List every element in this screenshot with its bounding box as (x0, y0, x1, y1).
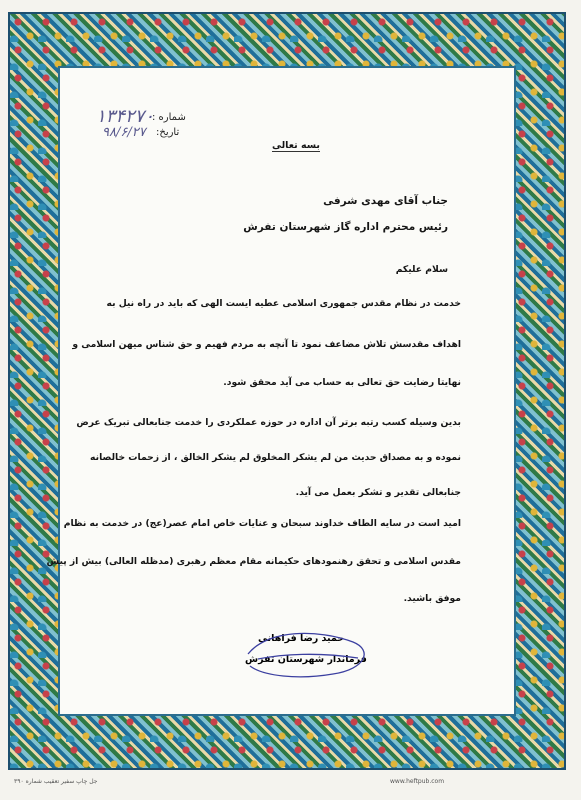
paragraph-line: نموده و به مصداق حدیث من لم یشکر المخلوق لم یشکر الخالق ، از زحمات خالصانه (90, 452, 461, 463)
letter-page (58, 66, 516, 716)
paragraph-line: جنابعالی تقدیر و تشکر بعمل می آید. (295, 487, 461, 498)
paragraph-line: خدمت در نظام مقدس جمهوری اسلامی عطیه ایست الهی که باید در راه نیل به (106, 298, 461, 309)
paragraph-line: نهایتا رضایت حق تعالی به حساب می آید محقق شود. (223, 377, 461, 388)
publisher-website: www.heftpub.com (390, 778, 445, 785)
paragraph-line: موفق باشید. (403, 593, 461, 604)
letter-title: بسه تعالی (272, 140, 320, 151)
print-code: جل چاپ سفیر تعقیب شماره ۳۹۰ (14, 778, 98, 785)
number-value: ۱۳۴۲۷۰ (96, 106, 155, 127)
paragraph-line: بدین وسیله کسب رتبه برتر آن اداره در حوزه عملکردی را خدمت جنابعالی تبریک عرض (76, 417, 461, 428)
handwritten-signature (238, 624, 378, 684)
recipient-name: جناب آقای مهدی شرفی (323, 195, 448, 207)
signatory-title: فرماندار شهرستان تفرش (245, 654, 367, 665)
date-value: ۹۸/۶/۲۷ (102, 125, 146, 140)
paragraph-line: اهداف مقدسش تلاش مضاعف نمود تا آنچه به مردم فهیم و حق شناس میهن اسلامی و (72, 339, 461, 350)
recipient-position: رئیس محترم اداره گاز شهرستان تفرش (243, 221, 448, 233)
date-label: تاریخ: (156, 127, 180, 138)
signatory-name: حمید رضا فراهانی (258, 633, 345, 644)
greeting: سلام علیکم (395, 264, 448, 275)
number-label: شماره : (152, 112, 186, 123)
paragraph-line: مقدس اسلامی و تحقق رهنمودهای حکیمانه مقام معظم رهبری (مدظله العالی) بیش از پیش (46, 556, 461, 567)
paragraph-line: امید است در سایه الطاف خداوند سبحان و عنایات خاص امام عصر(عج) در خدمت به نظام (63, 518, 461, 529)
